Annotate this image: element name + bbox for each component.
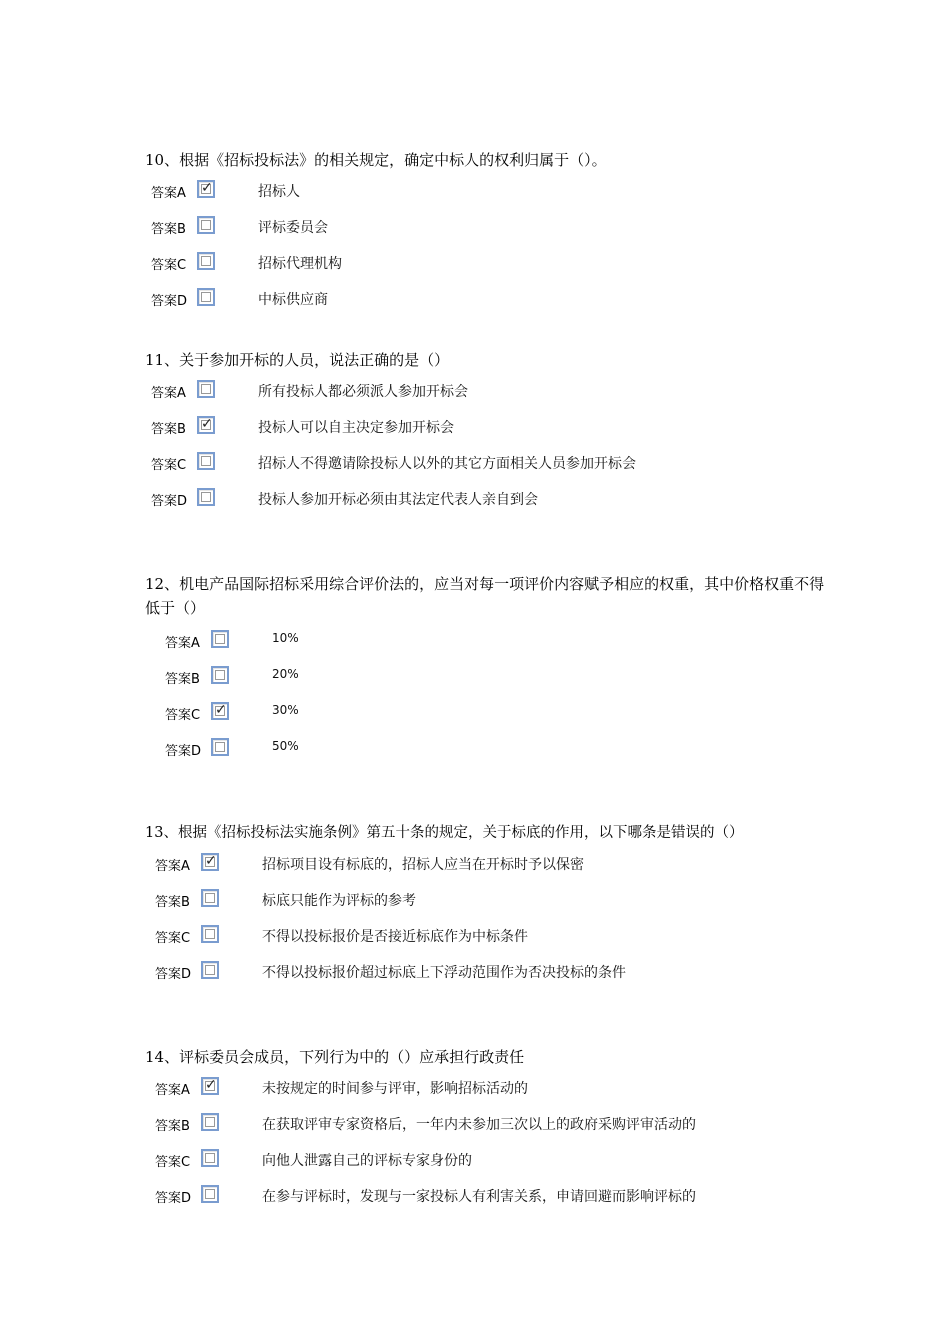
option-label: 答案B bbox=[151, 422, 186, 437]
option-text: 30% bbox=[272, 703, 299, 717]
question-14 bbox=[145, 1045, 825, 1217]
option-text: 招标项目设有标底的，招标人应当在开标时予以保密 bbox=[262, 857, 584, 873]
option-text: 在参与评标时，发现与一家投标人有利害关系，申请回避而影响评标的 bbox=[262, 1189, 696, 1205]
option-label: 答案D bbox=[151, 294, 188, 309]
option-text: 投标人可以自主决定参加开标会 bbox=[258, 420, 454, 436]
option-label: 答案A bbox=[155, 859, 190, 874]
option-text: 不得以投标报价是否接近标底作为中标条件 bbox=[262, 929, 528, 945]
option-c bbox=[145, 448, 825, 484]
option-label: 答案B bbox=[155, 895, 190, 910]
option-text: 招标代理机构 bbox=[258, 256, 342, 272]
option-c bbox=[145, 921, 825, 957]
option-d bbox=[145, 484, 825, 520]
option-text: 未按规定的时间参与评审，影响招标活动的 bbox=[262, 1081, 528, 1097]
option-label: 答案A bbox=[155, 1083, 190, 1098]
answer-a-checkbox[interactable] bbox=[197, 380, 215, 398]
option-d bbox=[145, 284, 825, 320]
option-d bbox=[145, 1181, 825, 1217]
option-label: 答案C bbox=[165, 708, 201, 723]
option-text: 向他人泄露自己的评标专家身份的 bbox=[262, 1153, 472, 1169]
option-label: 答案C bbox=[151, 258, 187, 273]
option-text: 招标人不得邀请除投标人以外的其它方面相关人员参加开标会 bbox=[258, 456, 636, 472]
option-label: 答案C bbox=[155, 931, 191, 946]
option-text: 评标委员会 bbox=[258, 220, 328, 236]
option-a bbox=[145, 626, 825, 662]
answer-c-checkbox[interactable] bbox=[197, 452, 215, 470]
option-c bbox=[145, 1145, 825, 1181]
option-label: 答案A bbox=[151, 386, 186, 401]
question-10 bbox=[145, 148, 825, 320]
option-label: 答案B bbox=[151, 222, 186, 237]
option-a bbox=[145, 1073, 825, 1109]
option-c bbox=[145, 248, 825, 284]
option-text: 在获取评审专家资格后，一年内未参加三次以上的政府采购评审活动的 bbox=[262, 1117, 696, 1133]
answer-b-checkbox[interactable] bbox=[211, 666, 229, 684]
option-b bbox=[145, 412, 825, 448]
question-text: 11、关于参加开标的人员，说法正确的是（） bbox=[145, 351, 450, 369]
option-b bbox=[145, 1109, 825, 1145]
option-text: 50% bbox=[272, 739, 299, 753]
answer-c-checkbox[interactable] bbox=[211, 702, 229, 720]
answer-b-checkbox[interactable] bbox=[201, 1113, 219, 1131]
answer-a-checkbox[interactable] bbox=[211, 630, 229, 648]
option-b bbox=[145, 662, 825, 698]
option-text: 所有投标人都必须派人参加开标会 bbox=[258, 384, 468, 400]
answer-d-checkbox[interactable] bbox=[201, 961, 219, 979]
option-text: 招标人 bbox=[258, 184, 300, 200]
option-d bbox=[145, 957, 825, 993]
answer-d-checkbox[interactable] bbox=[201, 1185, 219, 1203]
answer-c-checkbox[interactable] bbox=[201, 1149, 219, 1167]
option-label: 答案D bbox=[155, 967, 192, 982]
option-a bbox=[145, 849, 825, 885]
answer-d-checkbox[interactable] bbox=[211, 738, 229, 756]
option-text: 中标供应商 bbox=[258, 292, 328, 308]
option-label: 答案A bbox=[151, 186, 186, 201]
question-13 bbox=[145, 821, 825, 993]
answer-a-checkbox[interactable] bbox=[201, 1077, 219, 1095]
option-d bbox=[145, 734, 825, 770]
question-11 bbox=[145, 348, 825, 520]
answer-a-checkbox[interactable] bbox=[201, 853, 219, 871]
answer-b-checkbox[interactable] bbox=[197, 416, 215, 434]
option-label: 答案C bbox=[151, 458, 187, 473]
option-a bbox=[145, 376, 825, 412]
question-text: 14、评标委员会成员，下列行为中的（）应承担行政责任 bbox=[145, 1048, 525, 1066]
question-text: 10、根据《招标投标法》的相关规定，确定中标人的权利归属于（）。 bbox=[145, 151, 607, 169]
option-text: 标底只能作为评标的参考 bbox=[262, 893, 416, 909]
question-12 bbox=[145, 572, 825, 770]
answer-c-checkbox[interactable] bbox=[201, 925, 219, 943]
option-b bbox=[145, 885, 825, 921]
option-c bbox=[145, 698, 825, 734]
question-text: 13、根据《招标投标法实施条例》第五十条的规定，关于标底的作用，以下哪条是错误的（） bbox=[145, 825, 744, 841]
option-text: 不得以投标报价超过标底上下浮动范围作为否决投标的条件 bbox=[262, 965, 626, 981]
option-label: 答案C bbox=[155, 1155, 191, 1170]
option-label: 答案B bbox=[165, 672, 200, 687]
option-text: 20% bbox=[272, 667, 299, 681]
option-label: 答案D bbox=[155, 1191, 192, 1206]
option-label: 答案D bbox=[165, 744, 202, 759]
option-a bbox=[145, 176, 825, 212]
answer-b-checkbox[interactable] bbox=[197, 216, 215, 234]
option-text: 10% bbox=[272, 631, 299, 645]
option-label: 答案B bbox=[155, 1119, 190, 1134]
option-b bbox=[145, 212, 825, 248]
option-text: 投标人参加开标必须由其法定代表人亲自到会 bbox=[258, 492, 538, 508]
question-text: 12、机电产品国际招标采用综合评价法的，应当对每一项评价内容赋予相应的权重，其中价格权重不得低于（） bbox=[145, 575, 825, 617]
answer-c-checkbox[interactable] bbox=[197, 252, 215, 270]
answer-a-checkbox[interactable] bbox=[197, 180, 215, 198]
answer-d-checkbox[interactable] bbox=[197, 488, 215, 506]
option-label: 答案A bbox=[165, 636, 200, 651]
answer-b-checkbox[interactable] bbox=[201, 889, 219, 907]
option-label: 答案D bbox=[151, 494, 188, 509]
answer-d-checkbox[interactable] bbox=[197, 288, 215, 306]
